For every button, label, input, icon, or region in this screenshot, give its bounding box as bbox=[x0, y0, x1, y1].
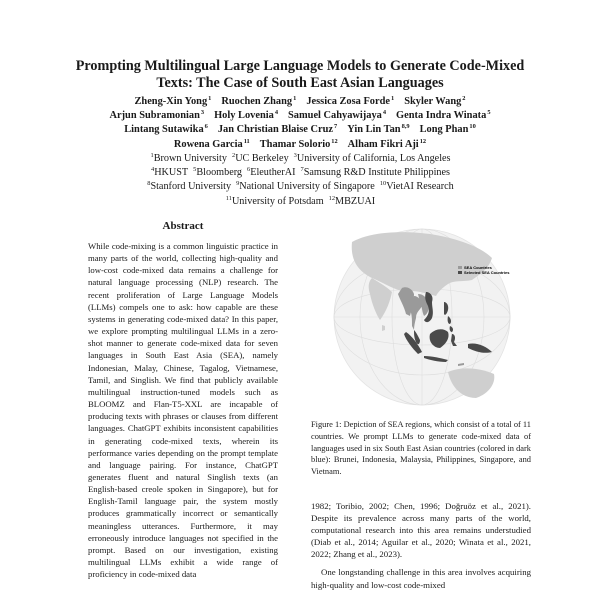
map-legend bbox=[458, 265, 510, 275]
author-superscript: 3 bbox=[200, 109, 205, 117]
affil-text: VietAI Research bbox=[386, 181, 454, 193]
paper-title bbox=[40, 58, 560, 92]
affil-text: EleutherAI bbox=[250, 167, 296, 179]
affil-superscript: 12 bbox=[328, 194, 336, 202]
affil-superscript: 9 bbox=[236, 180, 240, 188]
affiliation bbox=[293, 153, 451, 164]
author-name bbox=[109, 110, 204, 121]
affiliation bbox=[146, 181, 231, 192]
author-superscript: 5 bbox=[487, 109, 491, 117]
body-column bbox=[311, 500, 531, 591]
affil-text: MBZUAI bbox=[335, 195, 376, 207]
legend-label-selected: Selected SEA Countries bbox=[464, 270, 510, 275]
affil-superscript: 5 bbox=[193, 166, 197, 174]
affiliation bbox=[192, 167, 242, 178]
author-superscript: 12 bbox=[331, 137, 338, 145]
author-text: Jan Christian Blaise Cruz bbox=[217, 124, 334, 136]
affil-line bbox=[40, 166, 560, 180]
author-name bbox=[174, 139, 250, 150]
affiliation bbox=[328, 196, 376, 207]
author-text: Lintang Sutawika bbox=[124, 124, 204, 136]
affiliation bbox=[299, 167, 450, 178]
legend-swatch-selected bbox=[458, 271, 462, 274]
author-line bbox=[30, 123, 570, 137]
author-superscript: 2 bbox=[462, 95, 466, 102]
body-paragraph-2: One longstanding challenge in this area involves acquiring high-quality and low-cost code-mixed bbox=[311, 567, 531, 590]
sri-lanka bbox=[382, 325, 385, 331]
affil-text: National University of Singapore bbox=[239, 181, 375, 193]
author-text: Long Phan bbox=[419, 124, 469, 136]
author-line bbox=[30, 138, 570, 152]
author-name bbox=[288, 110, 386, 121]
author-text: Rowena Garcia bbox=[173, 138, 243, 150]
author-name bbox=[347, 124, 409, 135]
affil-superscript: 4 bbox=[150, 166, 155, 174]
author-text: Samuel Cahyawijaya bbox=[288, 110, 382, 122]
author-line bbox=[30, 109, 570, 123]
affil-superscript: 3 bbox=[293, 152, 297, 159]
author-superscript: 4 bbox=[274, 109, 279, 117]
body-paragraph-1: 1982; Toribio, 2002; Chen, 1996; Doğruöz et al., 2021). Despite its prevalence across many parts of the world, computational research into this area remains understudied (Diab et al., 2014; Aguilar et al., 2020; Winata et al., 2021, 2022; Zhang et al., 2023). bbox=[311, 501, 531, 560]
affil-text: Stanford University bbox=[150, 181, 232, 193]
affil-superscript: 7 bbox=[300, 166, 304, 174]
author-text: Arjun Subramonian bbox=[109, 110, 200, 122]
author-text: Alham Fikri Aji bbox=[347, 138, 419, 150]
legend-swatch-sea bbox=[458, 266, 462, 269]
author-name bbox=[124, 124, 208, 135]
author-superscript: 4 bbox=[382, 109, 387, 117]
globe-map bbox=[330, 222, 530, 407]
affiliation bbox=[231, 153, 289, 164]
affiliation bbox=[246, 167, 295, 178]
affiliation bbox=[379, 181, 454, 192]
affiliation bbox=[150, 167, 188, 178]
affil-text: HKUST bbox=[154, 167, 189, 179]
author-name bbox=[214, 110, 278, 121]
author-text: Zheng-Xin Yong bbox=[134, 96, 208, 107]
affil-superscript: 8 bbox=[147, 180, 151, 188]
author-list bbox=[30, 95, 570, 152]
author-text: Ruochen Zhang bbox=[221, 96, 293, 107]
author-superscript: 1 bbox=[208, 95, 212, 102]
abstract-text: While code-mixing is a common linguistic practice in many parts of the world, collecting high-quality and low-cost code-mixed data remains a challenge for natural language processing (NLP) research. The recent proliferation of Large Language Models (LLMs) compels one to ask: how capable are these systems in generating code-mixed data? In this paper, we explore prompting multilingual LLMs in a zero-shot manner to generate code-mixed data for seven languages in South East Asia (SEA), namely Indonesian, Malay, Chinese, Tagalog, Vietnamese, Tamil, and Singlish. We find that publicly available multilingual instruction-tuned models such as BLOOMZ and Flan-T5-XXL are incapable of producing texts with phrases or clauses from different languages. ChatGPT exhibits inconsistent capabilities in generating code-mixed texts, wherein its performance varies depending on the prompt template and language pairing. For instance, ChatGPT generates fluent and natural Singlish texts (an English-based creole spoken in Singapore), but for English-Tamil language pair, the system mostly produces grammatically incorrect or semantically meaningless utterances. Furthermore, it may erroneously introduce languages not specified in the prompt. Based on our investigation, existing multilingual LLMs exhibit a wide range of proficiency in code-mixed data bbox=[88, 241, 278, 580]
affil-superscript: 1 bbox=[150, 152, 154, 159]
affil-superscript: 10 bbox=[379, 180, 387, 188]
affil-text: University of Potsdam bbox=[231, 195, 324, 207]
affiliation bbox=[225, 196, 324, 207]
affil-line bbox=[40, 152, 560, 166]
author-superscript: 11 bbox=[243, 137, 250, 145]
author-text: Skyler Wang bbox=[404, 96, 462, 107]
author-name bbox=[260, 139, 338, 150]
affiliation bbox=[235, 181, 375, 192]
affil-superscript: 2 bbox=[231, 152, 236, 159]
author-text: Jessica Zosa Forde bbox=[306, 96, 391, 107]
author-name bbox=[404, 96, 465, 107]
author-name bbox=[348, 139, 426, 150]
author-name bbox=[306, 96, 394, 107]
author-superscript: 7 bbox=[334, 123, 338, 131]
author-superscript: 12 bbox=[419, 137, 427, 145]
author-name bbox=[396, 110, 490, 121]
affiliation-list bbox=[40, 152, 560, 209]
author-superscript: 1 bbox=[293, 95, 297, 102]
affil-line bbox=[40, 195, 560, 209]
sea-map-figure bbox=[330, 222, 530, 407]
author-text: Genta Indra Winata bbox=[396, 110, 487, 122]
author-name bbox=[134, 96, 211, 107]
author-superscript: 6 bbox=[204, 123, 208, 131]
affil-text: Bloomberg bbox=[196, 167, 243, 179]
author-text: Yin Lin Tan bbox=[347, 124, 401, 136]
affil-text: Samsung R&D Institute Philippines bbox=[303, 167, 450, 179]
abstract-heading: Abstract bbox=[162, 220, 204, 232]
author-line bbox=[30, 95, 570, 109]
affiliation bbox=[149, 153, 227, 164]
author-text: Thamar Solorio bbox=[259, 138, 331, 150]
affil-line bbox=[40, 180, 560, 194]
author-text: Holy Lovenia bbox=[214, 110, 274, 122]
title-line-1: Prompting Multilingual Large Language Models to Generate Code-Mixed bbox=[75, 58, 525, 74]
affil-superscript: 6 bbox=[247, 166, 251, 174]
figure-caption: Figure 1: Depiction of SEA regions, which consist of a total of 11 countries. We prompt LLMs to generate code-mixed data of languages used in six South East Asian countries (colored in dark blue): Brunei, Indonesia, Malaysia, Philippines, Singapore, and Vietnam. bbox=[311, 420, 531, 477]
affil-text: University of California, Los Angeles bbox=[296, 153, 451, 164]
author-superscript: 8,9 bbox=[401, 123, 410, 131]
title-line-2: Texts: The Case of South East Asian Languages bbox=[156, 75, 444, 91]
author-name bbox=[218, 124, 337, 135]
affil-superscript: 11 bbox=[225, 194, 232, 202]
affil-text: Brown University bbox=[153, 153, 227, 164]
author-superscript: 1 bbox=[391, 95, 395, 102]
author-name bbox=[221, 96, 296, 107]
legend-label-sea: SEA Countries bbox=[464, 265, 492, 270]
author-name bbox=[420, 124, 476, 135]
author-superscript: 10 bbox=[469, 123, 476, 131]
affil-text: UC Berkeley bbox=[235, 153, 289, 164]
